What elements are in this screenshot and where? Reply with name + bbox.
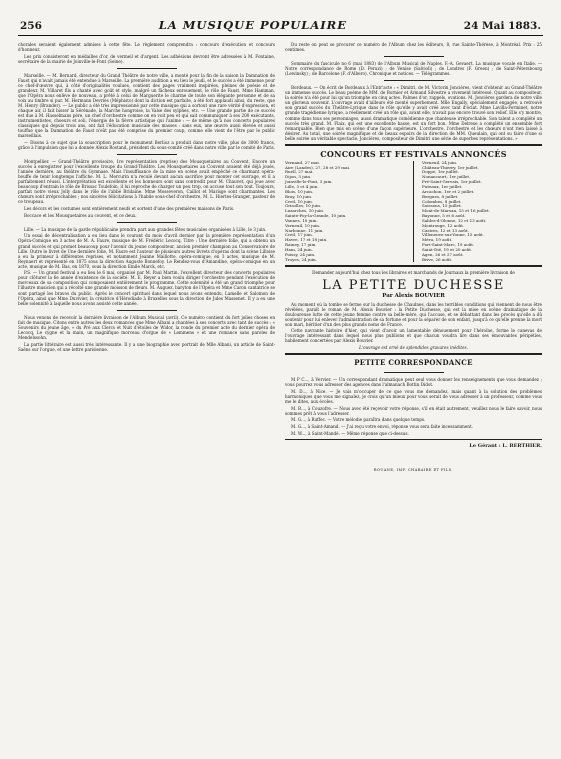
correspondence-item: M P C..., à Vervier. — Un correspondant dramatique peut seul vous donner les renseignements que vous demandez ; vous pourrez vous adresser des agences dans l'almanach Bottin Didot. — [285, 377, 542, 388]
divider — [117, 310, 177, 311]
paragraph: Du reste on peut se procurer ce numéro de l'Album chez les éditeurs, 8, rue Sainte-Thérèse, à Montréal. Prix : 25 centimes. — [285, 42, 542, 53]
event-item: Brive, 26 août. — [422, 256, 453, 262]
event-item: Verneuil, 10 juin. — [285, 222, 321, 228]
ad-author: Par Alexis BOUVIER — [382, 292, 445, 299]
event-item: Villeneuve-sur-Yonne, 15 août. — [422, 232, 485, 238]
event-item: Vernand, 27 mai. — [285, 159, 320, 165]
paragraph: P.S. — Un grand festival a eu lieu le 6 mai, organisé par M. Paul Martin, l'excellent directeur des concerts populaires pour clôturer la 6e année d'existence de la société. M. E. Reyer a bien voulu diriger l'orchestre pendant l'exécution de morceaux de sa composition qui composaient entièrement le programme. Cette solennité a été un grand triomphe pour l'illustre musicien qui a récolté une grande moisson de fleurs. M. Auguez, baryton de l'Opéra et Mme Caron cantatrice se sont partagé les bravos du public. Après le concert spirituel dans lequel nous avons entendu, Lamelle et Salomon de l'Opéra, ainsi que Mme Duvivier, la créatrice d'Hérodiade à Bruxelles sous la direction de Jules Massenet. Il y a eu une belle solennité à laquelle nous avons assisté cette année. — [18, 270, 275, 306]
event-item: Lille, 3 et 4 juin. — [285, 183, 319, 189]
event-item: Ham, 24 juin. — [285, 246, 313, 252]
divider — [384, 56, 444, 57]
page-header — [18, 14, 543, 36]
left-column — [18, 42, 275, 473]
event-item: Ruell, 27 mai. — [285, 169, 314, 175]
event-item: Luzarches, 10 juin. — [285, 208, 325, 214]
ad-intro: Demander aujourd'hui chez tous les libraires et marchands de Journaux la première livraison de — [312, 270, 515, 276]
event-item: Pré-Saint-Gervais, 1er juillet. — [422, 179, 482, 185]
paragraph: chorales seraient également admises à cette fête. Le règlement comprendra : concours d'exécution et concours d'honneur. — [18, 42, 275, 53]
columns — [18, 42, 543, 473]
event-item: Nonancourt, 1er juillet. — [422, 174, 471, 180]
event-item: Aire (Landes), 27, 28 et 29 mai. — [285, 164, 351, 170]
event-item: Blois, 10 juin. — [285, 188, 314, 194]
paragraph-montpellier: Montpellier. — Grand-Théâtre provisoire, 1re représentation (reprise) des Mousquetaires au Couvent. Encore un succès à enregistrer pour l'excellente troupe du Grand-Théâtre. Les Mousquetaires au Couvent avaient été déjà joués, l'année dernière, au théâtre du Gymnase. Mais l'insuffisance de la mise en scène avait empêché ce charmant opéra-bouffe de tenir longtemps l'affiche. M. L. Mercurin n'a reculé devant aucun sacrifice pour monter cet ouvrage, et il a parfaitement réussi. L'interprétation est excellente et les honneurs sont sans contredit pour M. Chauvet, qui joue avec beaucoup d'entrain le rôle de Brissac Toulefoin, il lui reproche de charger un peu trop, on accuse tout son tout. Toujours, parfait notre vieux Jolly dans le rôle de l'abbé Bridaine. Mme Mosseveron, Caillot et Marisge sont charmantes. Les chœurs sont irréprochables ; nos sincères félicitations à l'habile sous-chef d'orchestre, M. L. Hiertes-Granger, pasteur de ce troupeau. — [18, 159, 275, 205]
correspondence-item: M. B..., à Couzofre. — Nous avec été reçevoir votre réponse, s'il en était autrement, veuillez nous le faire savoir, nous sommes prêt à vous l'adresser. — [285, 405, 542, 416]
event-item: Méru, 19 août. — [422, 237, 453, 243]
divider — [117, 222, 177, 223]
event-item: Bray, 10 juin. — [285, 193, 313, 199]
paragraph-bordeaux: Bordeaux. — On écrit de Bordeaux à l'Entr'acte : « Dimitri, de M. Victorin Joncières, vient d'obtenir au Grand-Théâtre un immense succès. Le beau poème de MM. de Bornier et Armand Silvestre a vivement intéressé. Quant au compositeur, la soirée n'a été pour lui qu'un triomphe en cinq actes. Palmes d'or, rappels, ovations. M. Joncières gardera de notre ville un glorieux souvenir. L'ouvrage avait d'ailleurs été monté superbement. Mlle Engally, spécialement engagée, a retrouvé son grand succès du Théâtre-Lyrique dans le rôle qu'elle y avait créé avec tant d'éclat. Mme Lavilla-Ferminet, notre grande tragédienne lyrique, a réellement créé un rôle qui, avant elle, n'avait pas encore trouvé son relief. Elle s'y montre, comme dans tous ses personnages, aussi dramatique comédienne que chanteuse irréprochable. Son talent a complété un succès très grand. M. Flaix, qui est une excellente basse, est un fort bon. Mme Delrexe a complété un ensemble fort remarquable. Bien que mis en scène d'une façon supérieure. L'orchestre, l'orchestre et les chœurs n'ont rien laissé à désirer. Au total, une soirée magnifique et de beaux espoirs de la direction de MM. Queulain, qui ont su faire d'une si belle soirée un véritable spectacle. Joncières, compositeur de Dimitri une série de superbes représentations. » — [285, 85, 542, 141]
events-list-right — [422, 161, 542, 263]
event-item: Rainey, 17 juin. — [285, 242, 317, 248]
divider — [285, 265, 542, 267]
paragraph: Les décors et les costumes sont entièrement neufs et sortent d'une des premières maisons de Paris. — [24, 206, 235, 212]
event-item: Bayonne, 5 et 6 août. — [422, 213, 466, 219]
event-item: Arcachon, 1er et 2 juillet. — [422, 188, 475, 194]
divider — [117, 68, 177, 69]
event-item: Creil, 10 juin. — [285, 198, 314, 204]
event-item: Bergues, 8 juillet. — [422, 193, 459, 199]
paragraph-lille: Lille. — La musique de la garde républicaine prendra part aux grandes fêtes musicales organisées à Lille, le 3 juin. — [24, 226, 267, 232]
paragraph: — Disons à ce sujet que la souscription pour le monument Berlioz a produit dans notre ville, plus de 3000 francs, grâce à l'impulsion que lui a donnée Alexis Rostand, président du sous-comité créé dans notre ville par le comité de Paris. — [18, 139, 275, 151]
column-divider — [413, 161, 414, 263]
ad-footer: L'ouvrage est orné de splendides gravures inédites. — [359, 345, 468, 351]
concours-heading: CONCOURS ET FESTIVALS ANNONCÉS — [320, 148, 507, 159]
event-item: Grisolles, 10 juin. — [285, 203, 322, 209]
paragraph: Cette navrante histoire d'hier, qui vient d'avoir un lamentable dénouement pour l'héroïne, forme le canevas de l'ouvrage intéressant dans lequel nous plus publions et que chacun voudra lire dans ses émouvantes péripéties, habilement concertées par Alexis Bouvier. — [285, 328, 542, 344]
publication-title: LA MUSIQUE POPULAIRE — [158, 18, 348, 32]
event-item: Puteaux, 1er juillet. — [422, 183, 463, 189]
event-item: Narbonne, 11 juin. — [285, 227, 324, 233]
correspondence-heading: PETITE CORRESPONDANCE — [354, 358, 473, 368]
event-item: Vannes, 10 juin. — [285, 217, 318, 223]
event-item: Sables-d'Olonne, 12 et 13 août. — [422, 217, 487, 223]
paragraph: Nous venons de recevoir la dernière livraison de l'Album Musical (avril). Ce numéro contient du fort jolies choses en fait de musique. Citons entre autres les deux romances que Mme Albani a chantées à ses concerts avec tant de succès : « Souvenirs du jeune âge, » du Pré aux Clercs et Nuit d'étoiles de Widor, la ronde du premier acte du dernier opéra de Lecocq, Le cygne et la main, un magnifique morceau d'orgue de « Lemmens » et une romance sans paroles de Mendelssohn. — [18, 314, 275, 340]
paragraph: Boccace et les Mousquetaires au couvent, et ce deux. — [24, 212, 137, 218]
correspondence-item: M. G..., à Saint-Amand. — J'ai reçu votre envoi, réponse vous sera faite incessamment. — [291, 423, 473, 429]
event-item: Creil, 17 juin. — [285, 232, 314, 238]
event-item: Montrouge, 12 août. — [422, 222, 465, 228]
event-item: Doppe, 1er juillet. — [422, 169, 460, 175]
divider — [384, 80, 444, 81]
ad-title: LA PETITE DUCHESSE — [322, 277, 505, 293]
event-item: Château-Thierry, 1er juillet. — [422, 164, 479, 170]
events-list-left — [285, 161, 405, 263]
paragraph: Au moment où la tombe se ferme sur la duchesse de Chaulnes, dans les terribles conditions qui viennent de nous être révélées, paraît le roman de M. Alexis Bouvier : la Petite Duchesse, qui est la mise en scène dramatique de la douloureuse lutte de cette jeune femme contre sa belle-mère, qui l'accuse, et se débattant dans les procès qu'elle a dû soutenir pour lui enlever l'administration de sa fortune et pour la séparer de son enfant, jusqu'à ce qu'elle prenne la mort son mari, héritier d'un des plus grands noms de France. — [285, 301, 542, 327]
event-item: Saint-Dié, 19 et 20 août. — [422, 246, 473, 252]
issue-date: 24 Mai 1883. — [463, 20, 541, 32]
event-item: Soissons, 15 juillet. — [422, 203, 462, 209]
events-table — [285, 161, 542, 263]
paragraph-marseille: Marseille. — M. Bernard, directeur du Grand Théâtre de notre ville, a monté pour la fin de la saison la Damnation de Faust qui n'avait jamais été entendue à Marseille. La première audition a eu lieu le jeudi, et le succès a été immense pour ce chef-d'œuvre qui, à côté d'originalités voulues, contient des pages vraiment inspirées, pleines de poésie et de grandeur. M. Villaret fils a chanté avec goût et style, malgré un fâcheux enrouement, le rôle de Faust. Mme Hamman, que l'Opéra nous enlève de nouveau, a prêté à celui de Marguerite le charme de toute son élégante personne et de sa voix au timbre si pur. M. Hermann Devriès (Méphisto) dont la diction est parfaite, a été fort applaudi ainsi, du reste, que M. Henry (Brander). — Le public a été très impressionné par cette musique qui a sortout une rare vérité d'expression, et chaque air, il fait bisser la Sérénade, la Marche hongroise, la Valse des sylphes, etc. — Une grande partie de ce succès est due à M. Hasselmans père, un chef d'orchestre comme on en voit peu et qui sait communiquer à ses 200 exécutants, instrumentistes, choeurs et soli, l'énergie de la fièvre artistique qui l'anime : — de même qu'à nos concerts populaires classiques qui depuis trois ans, ont fait l'éducation musicale des masses : sans eux, une œuvre aussi élevée et aussi touffue que la Damnation de Faust n'eût pas été comprise du premier coup, comme elle vient de l'être par le public marseillais. — [18, 72, 275, 139]
divider — [285, 353, 542, 355]
page-number: 256 — [20, 20, 42, 32]
manager-signature: Le Gérant : L. BERTHIER. — [469, 442, 542, 449]
event-item: Colombes, 8 juillet. — [422, 198, 462, 204]
paragraph: Les prix consisteront en médailles d'or, de vermeil et d'argent. Les adhésions devront être adressées à M. Fontaine, secrétaire de la mairie de Joinville-le-Pont (Seine). — [18, 53, 275, 64]
event-item: Verneuil, 24 juin. — [422, 159, 458, 165]
event-item: Havre, 17 et 18 juin. — [285, 237, 328, 243]
right-column — [285, 42, 542, 473]
divider — [117, 154, 177, 155]
event-item: Fort-Saint-Marc, 19 août. — [422, 242, 475, 248]
divider — [285, 439, 542, 440]
divider — [285, 144, 542, 146]
printer-imprint: ROUANE, IMP. CHARAIRE ET FILS. — [373, 467, 454, 472]
correspondence-item: M. D..., à Nice. — Je vais m'occuper de ce que vous me demandez, mais quant à la solution des problèmes harmoniques que vous me signalez, je crois qu'un mieux pour vous serait de vous adresser à un professeur, comme vous me le dites, aux écoles. — [285, 388, 542, 404]
paragraph: La partie littéraire est aussi très intéressante. Il y a une biographie avec portrait de Mlle Albani, un article de Saint-Saëns sur l'orgue, et une lettre parisienne. — [18, 341, 275, 352]
event-item: Castres, 12 et 13 août. — [422, 227, 469, 233]
event-item: Dijon, 3 juin. — [285, 174, 312, 180]
correspondence-item: M. G..., à Ruffec. — Votre mélodie paraîtra dans quelque temps. — [291, 417, 426, 423]
event-item: Mont-de-Marsan, 15 et 16 juillet. — [422, 208, 490, 214]
event-item: Poissy, 24 juin. — [285, 251, 316, 257]
paragraph-naples: Sommaire du fascicule no 6 (mai 1883) de l'Album Musical de Naples. F.-A. Gevaert. La musique vocale en Italie. — Notre correspondance de Rome (D. Peruzi) ; de Venise (Salvioli) ; de Londres (F. Green) ; de Saint-Pétersbourg (Lewinsky) ; de Barcelone (F. d'Albero). Chronique et notices. — Télégrammes. — [285, 61, 542, 77]
divider — [384, 372, 444, 373]
event-item: Sainte-Foy-la-Grande, 10 juin. — [285, 213, 347, 219]
paragraph: Un essai de décentralisation a eu lieu dans le courant du mois d'avril dernier par la première représentation d'un Opéra-Comique en 3 actes de M. A. Faure, musique de M. Frédéric Lecocq. Titre : Une dernière folie, qui a obtenu un grand succès et qui promet beaucoup pour l'avenir du jeune compositeur, ancien premier champion au Conservatoire de Lille. Outre le livret de Une dernière folie, M. Faure est l'auteur de plusieurs autres livrets d'opéras dont la scène Lilloise a eu la primeur à différentes reprises, et notamment Jeanne Maillotte, opéra-comique, en 3 actes, musique de M. Reynaert et représenté en 1875 sous la direction Auguste Bonnefoy. Le Rendez-vous d'Amandine, opéra-comique en un acte, musique de M. Bas, en 1870, sous la direction Emile Marck, etc. — [18, 233, 275, 269]
event-item: Joinville-le-Pont, 3 juin. — [285, 179, 333, 185]
event-item: Troyes, 24 juin. — [285, 256, 317, 262]
correspondence-list — [285, 377, 542, 435]
event-item: Agen, 26 et 27 août. — [422, 251, 464, 257]
correspondence-item: M. W..., à Saint-Mandé. — Même réponse que ci-dessus. — [291, 430, 409, 436]
